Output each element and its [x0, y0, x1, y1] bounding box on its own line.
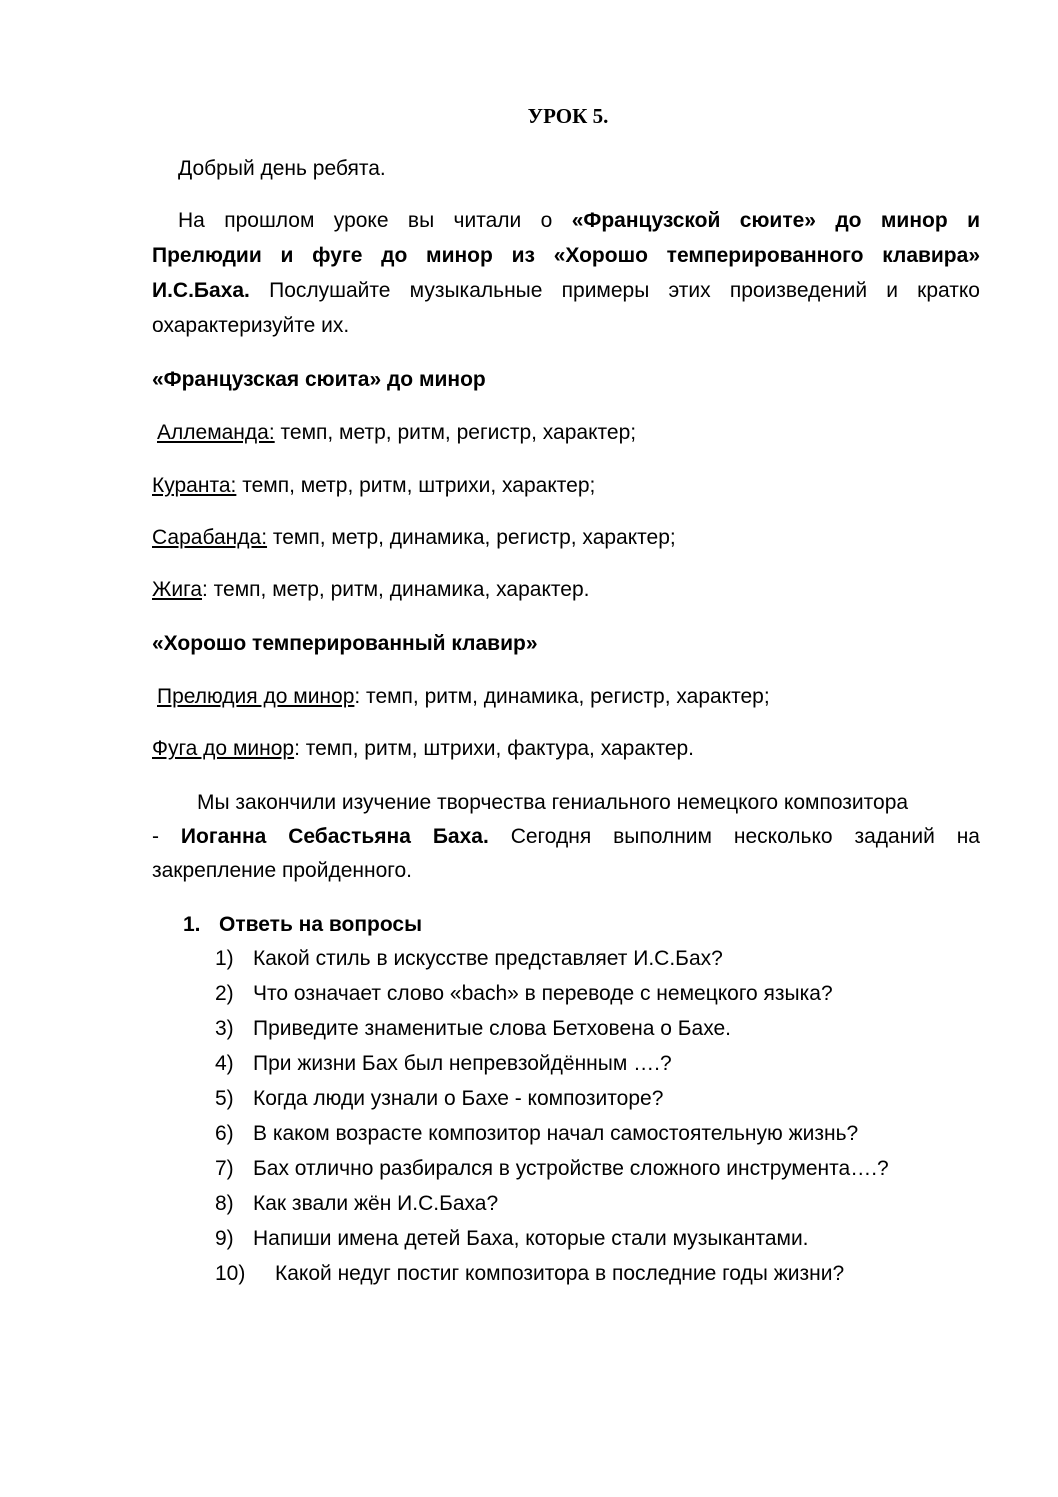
page-title: УРОК 5.	[527, 104, 609, 128]
intro-line-4: охарактеризуйте их.	[152, 314, 350, 337]
suite-item-allemande: Аллеманда: темп, метр, ритм, регистр, характер;	[157, 421, 637, 444]
question-item: 6) В каком возрасте композитор начал самостоятельную жизнь?	[215, 1122, 859, 1145]
greeting: Добрый день ребята.	[178, 157, 386, 180]
suite-item-courante: Куранта: темп, метр, ритм, штрихи, характер;	[152, 474, 596, 497]
intro-line-2: Прелюдии и фуге до минор из «Хорошо темперированного клавира»	[152, 244, 980, 267]
question-item: 5) Когда люди узнали о Бахе - композиторе?	[215, 1087, 664, 1110]
wtc-item-prelude: Прелюдия до минор: темп, ритм, динамика, регистр, характер;	[157, 685, 770, 708]
question-item: 4) При жизни Бах был непревзойдённым ….?	[215, 1052, 672, 1075]
suite-heading: «Французская сюита» до минор	[152, 368, 486, 391]
wtc-heading: «Хорошо темперированный клавир»	[152, 632, 538, 655]
question-item: 8) Как звали жён И.С.Баха?	[215, 1192, 499, 1215]
intro-line-3: И.С.Баха. Послушайте музыкальные примеры этих произведений и кратко	[152, 279, 980, 302]
conclusion-line-1: Мы закончили изучение творчества гениального немецкого композитора	[197, 791, 909, 814]
task-heading: 1. Ответь на вопросы	[183, 913, 423, 936]
question-item: 2) Что означает слово «bach» в переводе с немецкого языка?	[215, 982, 833, 1005]
suite-item-gigue: Жига: темп, метр, ритм, динамика, характер.	[152, 578, 590, 601]
question-item: 10) Какой недуг постиг композитора в последние годы жизни?	[215, 1262, 845, 1285]
conclusion-line-3: закрепление пройденного.	[152, 859, 412, 882]
suite-item-sarabande: Сарабанда: темп, метр, динамика, регистр, характер;	[152, 526, 676, 549]
question-item: 9) Напиши имена детей Баха, которые стали музыкантами.	[215, 1227, 809, 1250]
question-item: 7) Бах отлично разбирался в устройстве сложного инструмента….?	[215, 1157, 889, 1180]
intro-line-1: На прошлом уроке вы читали о «Французской сюите» до минор и	[178, 209, 980, 232]
question-item: 3) Приведите знаменитые слова Бетховена о Бахе.	[215, 1017, 731, 1040]
wtc-item-fugue: Фуга до минор: темп, ритм, штрихи, фактура, характер.	[152, 737, 695, 760]
question-item: 1) Какой стиль в искусстве представляет И.С.Бах?	[215, 947, 723, 970]
conclusion-line-2: - Иоганна Себастьяна Баха. Сегодня выполним несколько заданий на	[152, 825, 980, 848]
